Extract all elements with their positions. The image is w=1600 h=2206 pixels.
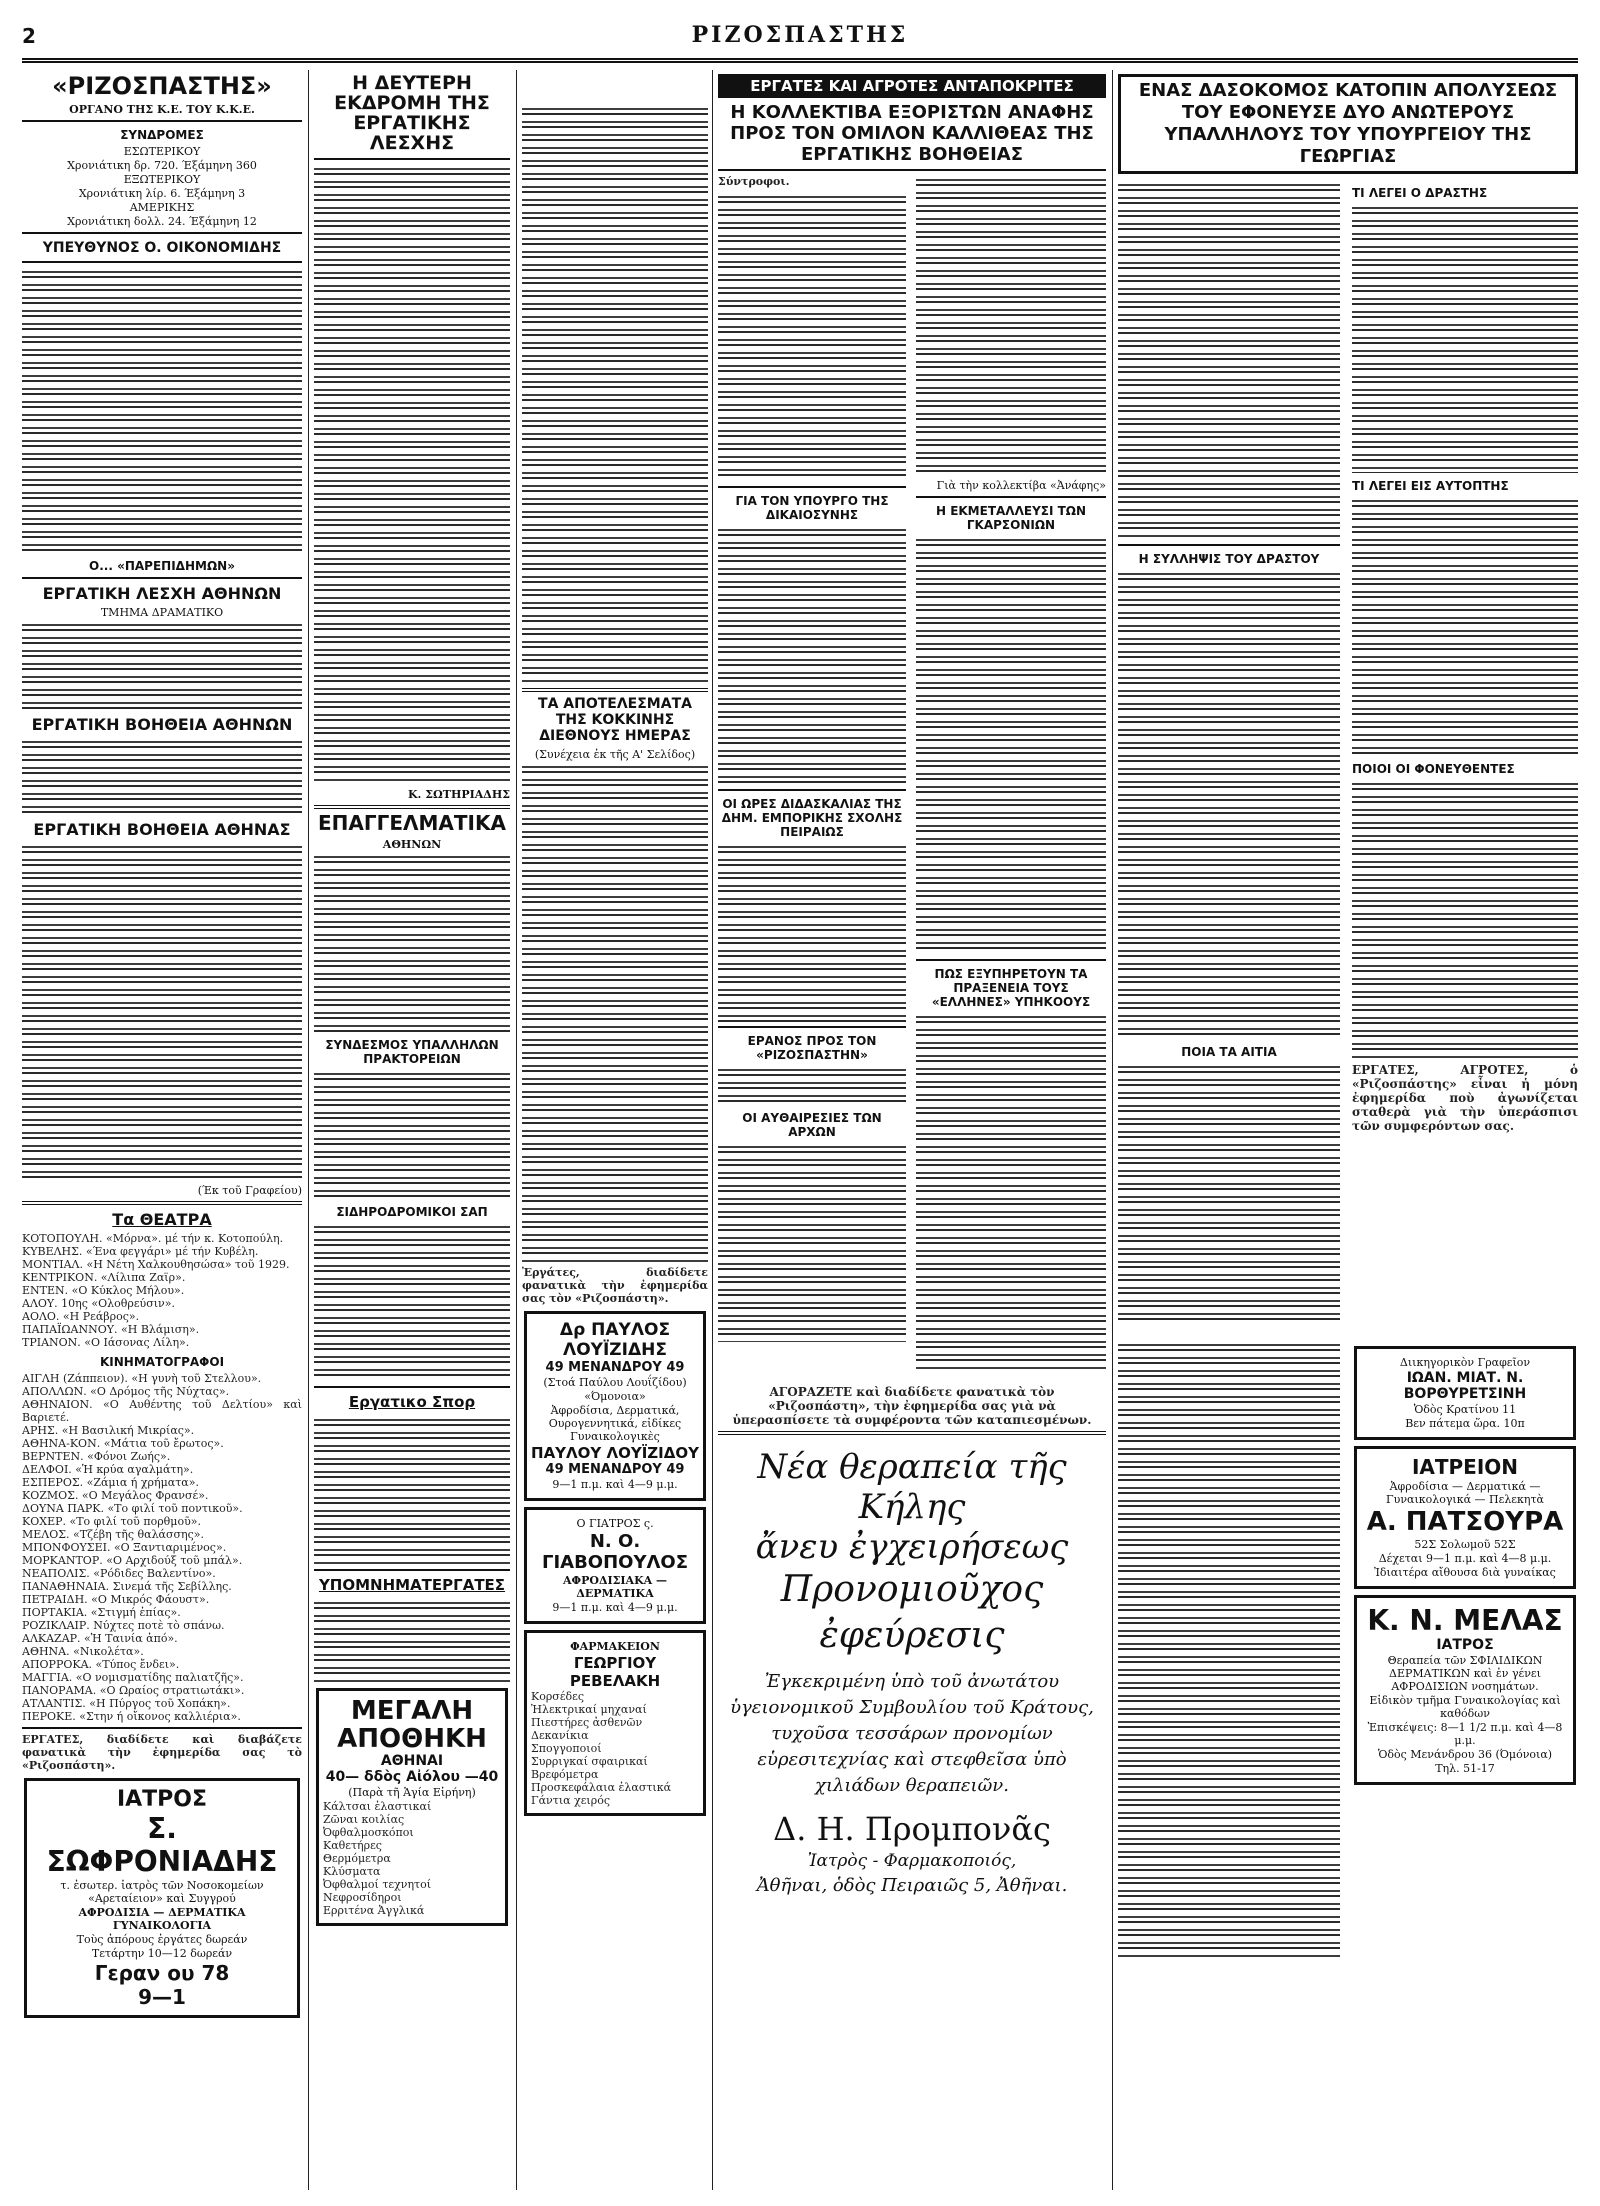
article-text [314, 852, 510, 1032]
article-text [314, 164, 510, 784]
section-subheading: ΣΥΝΔΕΣΜΟΣ ΥΠΑΛΛΗΛΩΝ ΠΡΑΚΤΟΡΕΙΩΝ [325, 1037, 499, 1066]
list-item: ΑΠΟΛΛΩΝ. «Ο Δρόμος τῆς Νύχτας». [22, 1385, 230, 1399]
ad-title: ΜΕΓΑΛΗ ΑΠΟΘΗΚΗ [337, 1695, 487, 1754]
ad-line: τ. ἐσωτερ. ἰατρὸς τῶν Νοσοκομείων «Αρεταίειον» καὶ Συγγρού [60, 1879, 264, 1906]
subs-line: Χρονιάτικη δολλ. 24. Έξάμηνη 12 [67, 215, 257, 229]
divider [22, 232, 302, 234]
list-item: ΑΠΟΡΡΟΚΑ. «Τύπος ἔνδει». [22, 1658, 180, 1672]
subcolumn-right [916, 175, 1106, 1376]
subs-line: ΕΞΩΤΕΡΙΚΟΥ [123, 173, 201, 187]
article-text [718, 192, 906, 482]
article-text [22, 620, 302, 710]
parepidimon-signoff: Ο... «ΠΑΡΕΠΙΔΗΜΩΝ» [89, 559, 235, 574]
subs-line: ΕΣΩΤΕΡΙΚΟΥ [123, 145, 201, 159]
list-item: Κορσέδες [531, 1690, 584, 1703]
ad-name: ΠΑΥΛΟΥ ΛΟΥΪΖΙΔΟΥ [531, 1444, 699, 1462]
divider [1118, 544, 1340, 546]
ad-address: 40— δδὸς Αἰόλου —40 [325, 1768, 499, 1785]
article-text [22, 267, 302, 553]
list-item: ΑΛΚΑΖΑΡ. «Ἡ Ταινία ἀπό». [22, 1632, 178, 1646]
article-text [916, 535, 1106, 955]
column-1 [22, 70, 302, 2190]
organ-line: ΟΡΓΑΝΟ ΤΗΣ Κ.Ε. ΤΟΥ Κ.Κ.Ε. [69, 103, 255, 117]
list-item: ΑΙΓΛΗ (Ζάππειον). «Η γυνὴ τοῦ Στελλου». [22, 1372, 262, 1386]
list-item: ΜΑΓΓΙΑ. «Ο νομισματίδης παλιατζῆς». [22, 1671, 244, 1685]
headline: Η ΔΕΥΤΕΡΗ ΕΚΔΡΟΜΗ ΤΗΣ ΕΡΓΑΤΙΚΗΣ ΛΕΣΧΗΣ [334, 72, 490, 154]
ad-hours: Δέχεται 9—1 π.μ. καὶ 4—8 μ.μ. [1378, 1552, 1552, 1565]
ad-place: «Όμονοια» [584, 1390, 646, 1403]
doctor-ad-melas [1354, 1595, 1576, 1785]
editor-line: ΥΠΕΥΘΥΝΟΣ Ο. ΟΙΚΟΝΟΜΙΔΗΣ [42, 240, 282, 257]
list-item: Κάλτσαι ἐλαστικαί [323, 1799, 432, 1813]
divider [314, 1569, 510, 1571]
list-item: Ὀφθαλμοί τεχνητοί [323, 1877, 432, 1891]
section-heading: ΕΡΓΑΤΙΚΗ ΒΟΗΘΕΙΑ ΑΘΗΝΑΣ [33, 820, 291, 840]
divider [22, 120, 302, 122]
section-heading: ΠΩΣ ΕΞΥΠΗΡΕΤΟΥΝ ΤΑ ΠΡΑΞΕΝΕΙΑ ΤΟΥΣ «ΕΛΛΗΝΕΣ» ΥΠΗΚΟΟΥΣ [931, 967, 1091, 1009]
workers-note: Ἐργάτες, διαδίδετε φανατικὰ τὴν ἐφημερίδα σας τὸν «Ριζοσπάστη». [522, 1266, 708, 1305]
paper-title: «ΡΙΖΟΣΠΑΣΤΗΣ» [52, 72, 272, 100]
article-text [314, 1598, 510, 1682]
ad-name: Α. ΠΑΤΣΟΥΡΑ [1366, 1507, 1564, 1537]
signoff: Γιὰ τὴν κολλεκτίβα «Ἀνάφης» [936, 479, 1106, 492]
section-heading: ΓΙΑ ΤΟΝ ΥΠΟΥΡΓΟ ΤΗΣ ΔΙΚΑΙΟΣΥΝΗΣ [735, 494, 889, 522]
list-item: Ὀφθαλμοσκόποι [323, 1825, 414, 1839]
ad-line-3: Προνομιοῦχος ἐφεύρεσις [780, 1569, 1044, 1656]
pharmacy-ad [524, 1630, 706, 1816]
ad-spec: Ἀφροδίσια, Δερματικά, Ουρογεννητικά, εἰδίκες Γυναικολογικὲς [548, 1404, 682, 1443]
list-item: Βρεφόμετρα [531, 1768, 599, 1781]
list-item: ΠΕΡΟΚΕ. «Στην ή οἴκονος καλλιέρια». [22, 1710, 241, 1724]
list-item: ΜΕΛΟΣ. «Τζέβη τῆς θαλάσσης». [22, 1528, 204, 1542]
article-text [1118, 180, 1340, 540]
article-text [314, 1222, 510, 1382]
signoff: (Έκ τοῦ Γραφείου) [197, 1184, 302, 1198]
section-banner: ΕΡΓΑΤΕΣ ΚΑΙ ΑΓΡΟΤΕΣ ΑΝΤΑΠΟΚΡΙΤΕΣ [718, 74, 1106, 98]
ad-name: Κ. Ν. ΜΕΛΑΣ [1367, 1604, 1563, 1637]
list-item: Σπογγοποιοί [531, 1742, 602, 1755]
list-item: ΝΕΑΠΟΛΙΣ. «Ρόδιδες Βαλεντίνο». [22, 1567, 216, 1581]
list-item: ΜΟΝΤΙΑΛ. «Η Νέτη Χαλκουθησώσα» τοῦ 1929. [22, 1258, 290, 1272]
divider [22, 261, 302, 263]
divider [718, 169, 1106, 171]
subs-line: ΑΜΕΡΙΚΗΣ [129, 201, 195, 215]
cinemas-list [22, 1372, 302, 1723]
ad-items [323, 1800, 501, 1917]
workers-note: ΕΡΓΑΤΕΣ, ΑΓΡΟΤΕΣ, ὁ «Ριζοσπάστης» εἶναι ἡ μόνη ἐφημερίδα ποὺ ἀγωνίζεται σταθερὰ γιὰ τὴν ὑπεράσπισι τῶν συμφερόντων σας. [1352, 1063, 1578, 1133]
list-item: ΑΘΗΝΑ-ΚΟΝ. «Μάτια τοῦ ἔρωτος». [22, 1437, 224, 1451]
column-4 [718, 70, 1106, 2190]
ad-city: ΑΘΗΝΑΙ [380, 1752, 444, 1769]
column-rule [516, 70, 517, 2190]
ad-name: Δρ ΠΑΥΛΟΣ ΛΟΥΪΖΙΔΗΣ [559, 1320, 671, 1360]
ad-title: ΙΑΤΡΟΣ [116, 1787, 208, 1813]
ad-sub: (Στοά Παύλου Λουΐζίδου) [543, 1376, 687, 1389]
list-item: Συρριγκαί σφαιρικαί [531, 1755, 648, 1768]
list-item: ΕΝΤΕΝ. «Ο Κύκλος Μήλου». [22, 1284, 185, 1298]
list-item: ΔΟΥΝΑ ΠΑΡΚ. «Το φιλί τοῦ ποντικοῦ». [22, 1502, 243, 1516]
ad-address: Ὁδὸς Κρατίνου 11 [1413, 1403, 1517, 1416]
ad-line: Τοὺς ἀπόρους ἐργάτες δωρεάν [76, 1933, 248, 1947]
page-header [22, 18, 1578, 63]
divider [22, 1727, 302, 1729]
article-text [1118, 1062, 1340, 1322]
article-text [22, 842, 302, 1180]
doctor-ad-giavopoulos [524, 1507, 706, 1624]
ad-line: 9—1 [138, 1985, 186, 2010]
divider [314, 158, 510, 160]
subcolumn-right [1352, 1340, 1578, 1791]
doctor-ad [24, 1778, 300, 2018]
ad-line-1: Νέα θεραπεία τῆς Κήλης [757, 1447, 1067, 1527]
headline: ΕΝΑΣ ΔΑΣΟΚΟΜΟΣ ΚΑΤΟΠΙΝ ΑΠΟΛΥΣΕΩΣ ΤΟΥ ΕΦΟΝΕΥΣΕ ΔΥΟ ΑΝΩΤΕΡΟΥΣ ΥΠΑΛΛΗΛΟΥΣ ΤΟΥ ΥΠΟΥΡΓΕΙΟΥ ΤΗΣ ΓΕΩΡΓΙΑΣ [1118, 74, 1578, 174]
article-lead: Σύντροφοι. [718, 175, 790, 188]
hernia-treatment-ad [718, 1439, 1106, 1907]
list-item: ΠΑΝΟΡΑΜΑ. «Ο Ωραίος στρατιωτάκι». [22, 1684, 245, 1698]
list-item: ΒΕΡΝΤΕΝ. «Φόνοι Ζωής». [22, 1450, 171, 1464]
divider [718, 486, 906, 488]
ad-hours: 9—1 π.μ. καὶ 4—9 μ.μ. [552, 1478, 678, 1491]
ad-address: Ὁδὸς Μενάνδρου 36 (Όμόνοια) [1377, 1748, 1553, 1761]
ad-line: Τετάρτην 10—12 δωρεάν [91, 1947, 233, 1961]
section-heading: ΠΟΙΑ ΤΑ ΑΙΤΙΑ [1181, 1045, 1277, 1059]
ad-spec: Θεραπεία τῶν ΣΦΙΛΙΔΙΚΩΝ ΔΕΡΜΑΤΙΚΩΝ καὶ ἐν γένει ΑΦΡΟΔΙΣΙΩΝ νοσημάτων. [1387, 1654, 1543, 1693]
list-item: ΚΕΝΤΡΙΚΟΝ. «Λίλιπα Ζαϊρ». [22, 1271, 186, 1285]
list-item: Ἠλεκτρικαί μηχαναί [531, 1703, 647, 1716]
subs-line: Χρονιάτικη δρ. 720. Έξάμηνη 360 [67, 159, 257, 173]
section-subheading: ΑΘΗΝΩΝ [382, 837, 442, 851]
list-item: ΕΣΠΕΡΟΣ. «Ζάμια ή χρήματα». [22, 1476, 199, 1490]
divider [916, 496, 1106, 498]
subcolumn-left [1118, 1340, 1340, 1964]
theatres-list [22, 1232, 302, 1349]
list-item: Πιεστήρες ἀσθενῶν [531, 1716, 643, 1729]
ad-address: 52Σ Σολωμοῦ 52Σ [1414, 1538, 1516, 1551]
workers-note: ΕΡΓΑΤΕΣ, διαδίδετε καὶ διαβάζετε φανατικὰ τὴν ἐφημερίδα σας τὸ «Ριζοσπάστη». [22, 1733, 302, 1773]
column-2 [314, 70, 510, 2190]
subcolumn-left [1118, 180, 1340, 1326]
warehouse-ad [316, 1688, 508, 1926]
ad-phone: Τηλ. 51-17 [1435, 1762, 1495, 1775]
list-item: ΔΕΛΦΟΙ. «Ἡ κρύα αγαλμάτη». [22, 1463, 194, 1477]
list-item: Κλύσματα [323, 1864, 381, 1878]
article-columns [1118, 180, 1578, 1340]
list-item: ΑΘΗΝΑ. «Νικολέτα». [22, 1645, 144, 1659]
workers-note: ΑΓΟΡΑΖΕΤΕ καὶ διαδίδετε φανατικὰ τὸν «Ριζοσπάστη», τὴν ἐφημερίδα σας γιὰ νὰ ὑπερασπίσετε τὰ συμφέροντα τῶν καταπιεσμένων. [732, 1385, 1092, 1427]
ad-title: ΙΑΤΡΟΣ [1436, 1637, 1494, 1653]
list-item: ΜΟΡΚΑΝΤΟΡ. «Ο Αρχιδούξ τοῦ μπάλ». [22, 1554, 243, 1568]
section-subheading: ΣΙΔΗΡΟΔΡΟΜΙΚΟΙ ΣΑΠ [336, 1204, 488, 1219]
ad-line: Γεραν ου 78 [94, 1961, 230, 1986]
section-heading: ΠΟΙΟΙ ΟΙ ΦΟΝΕΥΘΕΝΤΕΣ [1352, 762, 1515, 776]
ad-note: Ἰδιαιτέρα αἴθουσα διὰ γυναίκας [1374, 1566, 1556, 1579]
divider [314, 805, 510, 809]
section-heading: ΕΡΓΑΤΙΚΗ ΒΟΗΘΕΙΑ ΑΘΗΝΩΝ [31, 715, 293, 735]
column-rule [712, 70, 713, 2190]
section-heading: Η ΣΥΛΛΗΨΙΣ ΤΟΥ ΔΡΑΣΤΟΥ [1138, 552, 1320, 566]
list-item: ΠΑΝΑΘΗΝΑΙΑ. Σινεμά τῆς Σεβίλλης. [22, 1580, 232, 1594]
doctor-ad-louizidis [524, 1311, 706, 1501]
divider [916, 959, 1106, 961]
ad-name: ΙΩΑΝ. ΜΙΑΤ. Ν. ΒΟΡΘΥΡΕΤΣΙΝΗ [1403, 1370, 1527, 1402]
list-item: ΑΡΗΣ. «Η Βασιλική Μικρίας». [22, 1424, 195, 1438]
subcolumn-right [1352, 180, 1578, 1137]
section-heading: ΕΠΑΓΓΕΛΜΑΤΙΚΑ [318, 810, 506, 835]
article-text [718, 842, 906, 1022]
ad-doctor-address: Ἀθῆναι, ὁδὸς Πειραιῶς 5, Ἀθῆναι. [756, 1875, 1068, 1896]
ad-sub: (Παρὰ τῆ Ἁγία Εἰρήνη) [348, 1785, 476, 1799]
headline: Η ΚΟΛΛΕΚΤΙΒΑ ΕΞΟΡΙΣΤΩΝ ΑΝΑΦΗΣ ΠΡΟΣ ΤΟΝ ΟΜΙΛΟΝ ΚΑΛΛΙΘΕΑΣ ΤΗΣ ΕΡΓΑΤΙΚΗΣ ΒΟΗΘΕΙΑΣ [730, 102, 1094, 165]
list-item: ΡΟΖΙΚΛΑΙΡ. Νύχτες ποτὲ τὸ σπάνω. [22, 1619, 225, 1633]
ad-note: Εἰδικὸν τμῆμα Γυναικολογίας καὶ καθόδων [1369, 1694, 1561, 1720]
article-text [718, 525, 906, 785]
list-item: ΠΟΡΤΑΚΙΑ. «Στιγμή ἐπίας». [22, 1606, 181, 1620]
law-office-ad [1354, 1346, 1576, 1440]
article-text [916, 1012, 1106, 1372]
ad-spec: Ἀφροδίσια — Δερματικά — Γυναικολογικά — Πελεκητὰ [1386, 1480, 1544, 1506]
section-heading: ΟΙ ΩΡΕΣ ΔΙΔΑΣΚΑΛΙΑΣ ΤΗΣ ΔΗΜ. ΕΜΠΟΡΙΚΗΣ ΣΧΟΛΗΣ ΠΕΙΡΑΙΩΣ [721, 797, 903, 839]
section-heading: ΤΙ ΛΕΓΕΙ ΕΙΣ ΑΥΤΟΠΤΗΣ [1352, 479, 1509, 493]
list-item: Νεφροσίδηροι [323, 1890, 402, 1904]
section-heading: Η ΕΚΜΕΤΑΛΛΕΥΣΙ ΤΩΝ ΓΚΑΡΣΟΝΙΩΝ [935, 504, 1087, 532]
list-item: Γάντια χειρός [531, 1794, 610, 1807]
list-item: Ζῶναι κοιλίας [323, 1812, 405, 1826]
list-item: ΚΟΤΟΠΟΥΛΗ. «Μόρνα». μέ τήν κ. Κοτοπούλη. [22, 1232, 284, 1246]
ad-doctor-title: Ἰατρὸς - Φαρμακοποιός, [807, 1851, 1017, 1871]
column-5 [1118, 70, 1578, 2190]
article-text [314, 1415, 510, 1565]
ad-line-2: ἄνευ ἐγχειρήσεως [755, 1527, 1069, 1567]
article-text [1352, 203, 1578, 473]
theatres-title: Τα ΘΕΑΤΡΑ [112, 1210, 212, 1230]
article-text [1352, 779, 1578, 1059]
ad-title: ΙΑΤΡΕΙΟΝ [1411, 1455, 1519, 1479]
lower-area [1118, 1340, 1578, 2000]
article-columns [718, 175, 1106, 1385]
section-heading: ΤΑ ΑΠΟΤΕΛΕΣΜΑΤΑ ΤΗΣ ΚΟΚΚΙΝΗΣ ΔΙΕΘΝΟΥΣ ΗΜΕΡΑΣ [538, 696, 692, 744]
newspaper-page [22, 18, 1578, 2193]
list-item: Ερριτένα Ἀγγλικά [323, 1903, 425, 1917]
divider [718, 789, 906, 791]
list-item: ΠΕΤΡΑΙΔΗ. «Ο Μικρός Φάουστ». [22, 1593, 210, 1607]
article-text [1118, 1340, 1340, 1960]
list-item: ΑΤΛΑΝΤΙΣ. «Η Πύργος τοῦ Χοπάκη». [22, 1697, 231, 1711]
ad-name: ΓΕΩΡΓΙΟΥ ΡΕΒΕΛΑΚΗ [569, 1654, 661, 1690]
ad-address: 49 ΜΕΝΑΝΔΡΟΥ 49 [545, 1462, 685, 1477]
section-heading: ΕΡΑΝΟΣ ΠΡΟΣ ΤΟΝ «ΡΙΖΟΣΠΑΣΤΗΝ» [747, 1034, 877, 1062]
list-item: Θερμόμετρα [323, 1851, 391, 1865]
section-heading: ΥΠΟΜΝΗΜΑΤΕΡΓΑΤΕΣ [318, 1575, 506, 1594]
article-text [522, 104, 708, 684]
section-heading: ΤΙ ΛΕΓΕΙ Ο ΔΡΑΣΤΗΣ [1352, 186, 1488, 200]
divider [718, 1026, 906, 1028]
divider [22, 577, 302, 579]
divider [314, 1386, 510, 1388]
article-text [1118, 569, 1340, 1039]
subs-line: Χρονιάτικη λίρ. 6. Έξάμηνη 3 [78, 187, 246, 201]
list-item: Δεκανίκια [531, 1729, 589, 1742]
masthead: ΡΙΖΟΣΠΑΣΤΗΣ [691, 22, 909, 48]
article-text [916, 175, 1106, 475]
list-item: Προσκεφάλαια ἐλαστικά [531, 1781, 672, 1794]
column-3 [522, 70, 708, 2190]
list-item: ΚΟΧΕΡ. «Το φιλί τοῦ πορθμοῦ». [22, 1515, 201, 1529]
list-item: ΤΡΙΑΝΟΝ. «Ο Ιάσονας Λίλη». [22, 1336, 190, 1350]
ad-spec: ΑΦΡΟΔΙΣΙΑΚΑ — ΔΕΡΜΑΤΙΚΑ [562, 1574, 668, 1600]
list-item: Καθετήρες [323, 1838, 382, 1852]
section-heading: ΕΡΓΑΤΙΚΗ ΛΕΣΧΗ ΑΘΗΝΩΝ [42, 584, 282, 604]
ad-title: Διικηγορικὸν Γραφεῖον [1399, 1356, 1531, 1369]
clinic-ad [1354, 1446, 1576, 1589]
cinemas-title: ΚΙΝΗΜΑΤΟΓΡΑΦΟΙ [99, 1355, 225, 1370]
subcolumn-left [718, 175, 906, 1346]
divider [522, 688, 708, 692]
article-text [22, 737, 302, 815]
byline: Κ. ΣΩΤΗΡΙΑΔΗΣ [407, 787, 510, 801]
section-subheading: (Συνέχεια ἐκ τῆς Α' Σελίδος) [534, 748, 696, 761]
column-rule [308, 70, 309, 2190]
ad-description: Ἐγκεκριμένη ὑπὸ τοῦ ἀνωτάτου ὑγειονομικοῦ Συμβουλίου τοῦ Κράτους, τυχοῦσα τεσσάρων προνομίων εὑρεσιτεχνίας καὶ στεφθεῖσα ὑπὸ χιλιάδων θεραπειῶν. [730, 1671, 1094, 1796]
list-item: ΑΟΛΟ. «Η Ρεάβρος». [22, 1310, 140, 1324]
divider [22, 1201, 302, 1205]
list-item: ΚΟΖΜΟΣ. «Ο Μεγάλος Φρανσέ». [22, 1489, 209, 1503]
page-number: 2 [22, 24, 36, 48]
ad-hours: Ἐπισκέψεις: 8—1 1/2 π.μ. καὶ 4—8 μ.μ. [1367, 1721, 1563, 1747]
article-text [522, 762, 708, 1262]
ad-line: ΑΦΡΟΔΙΣΙΑ — ΔΕΡΜΑΤΙΚΑ ΓΥΝΑΙΚΟΛΟΓΙΑ [78, 1906, 246, 1933]
section-heading: Εργατικο Σπορ [348, 1392, 476, 1411]
ad-hours: Βεν πάτεμα ὥρα. 10π [1405, 1417, 1525, 1430]
list-item: ΚΥΒΕΛΗΣ. «Ένα φεγγάρι» μέ τήν Κυβέλη. [22, 1245, 259, 1259]
article-text [718, 1142, 906, 1342]
ad-kind: ΦΑΡΜΑΚΕΙΟΝ [570, 1640, 660, 1653]
ad-title: Ο ΓΙΑΤΡΟΣ ς. [576, 1517, 654, 1530]
list-item: ΑΘΗΝΑΙΟΝ. «Ο Αυθέντης τοῦ Δελτίου» καὶ Βαριετέ. [22, 1398, 302, 1425]
section-heading: ΟΙ ΑΥΘΑΙΡΕΣΙΕΣ ΤΩΝ ΑΡΧΩΝ [742, 1111, 882, 1139]
list-item: ΑΛΟΥ. 10ης «Ολοθρεύσιν». [22, 1297, 175, 1311]
ad-hours: 9—1 π.μ. καὶ 4—9 μ.μ. [552, 1601, 678, 1614]
subscriptions-title: ΣΥΝΔΡΟΜΕΣ [120, 128, 204, 143]
ad-address: 49 ΜΕΝΑΝΔΡΟΥ 49 [545, 1360, 685, 1375]
article-text [718, 1065, 906, 1105]
article-text [314, 1069, 510, 1199]
column-rule [1112, 70, 1113, 2190]
ad-name: Ν. Ο. ΓΙΑΒΟΠΟΥΛΟΣ [541, 1531, 689, 1573]
ad-doctor-name: Δ. Η. Προμπονᾶς [773, 1810, 1051, 1848]
list-item: ΜΠΟΝΦΟΥΣΕΙ. «Ο Ξαντιαριμένος». [22, 1541, 227, 1555]
ad-name: Σ. ΣΩΦΡΟΝΙΑΔΗΣ [46, 1812, 278, 1879]
ad-items [531, 1690, 699, 1807]
article-text [1352, 496, 1578, 756]
divider [718, 1431, 1106, 1435]
section-subheading: ΤΜΗΜΑ ΔΡΑΜΑΤΙΚΟ [100, 606, 224, 620]
list-item: ΠΑΠΑΪΩΑΝΝΟΥ. «Η Βλάμιση». [22, 1323, 200, 1337]
